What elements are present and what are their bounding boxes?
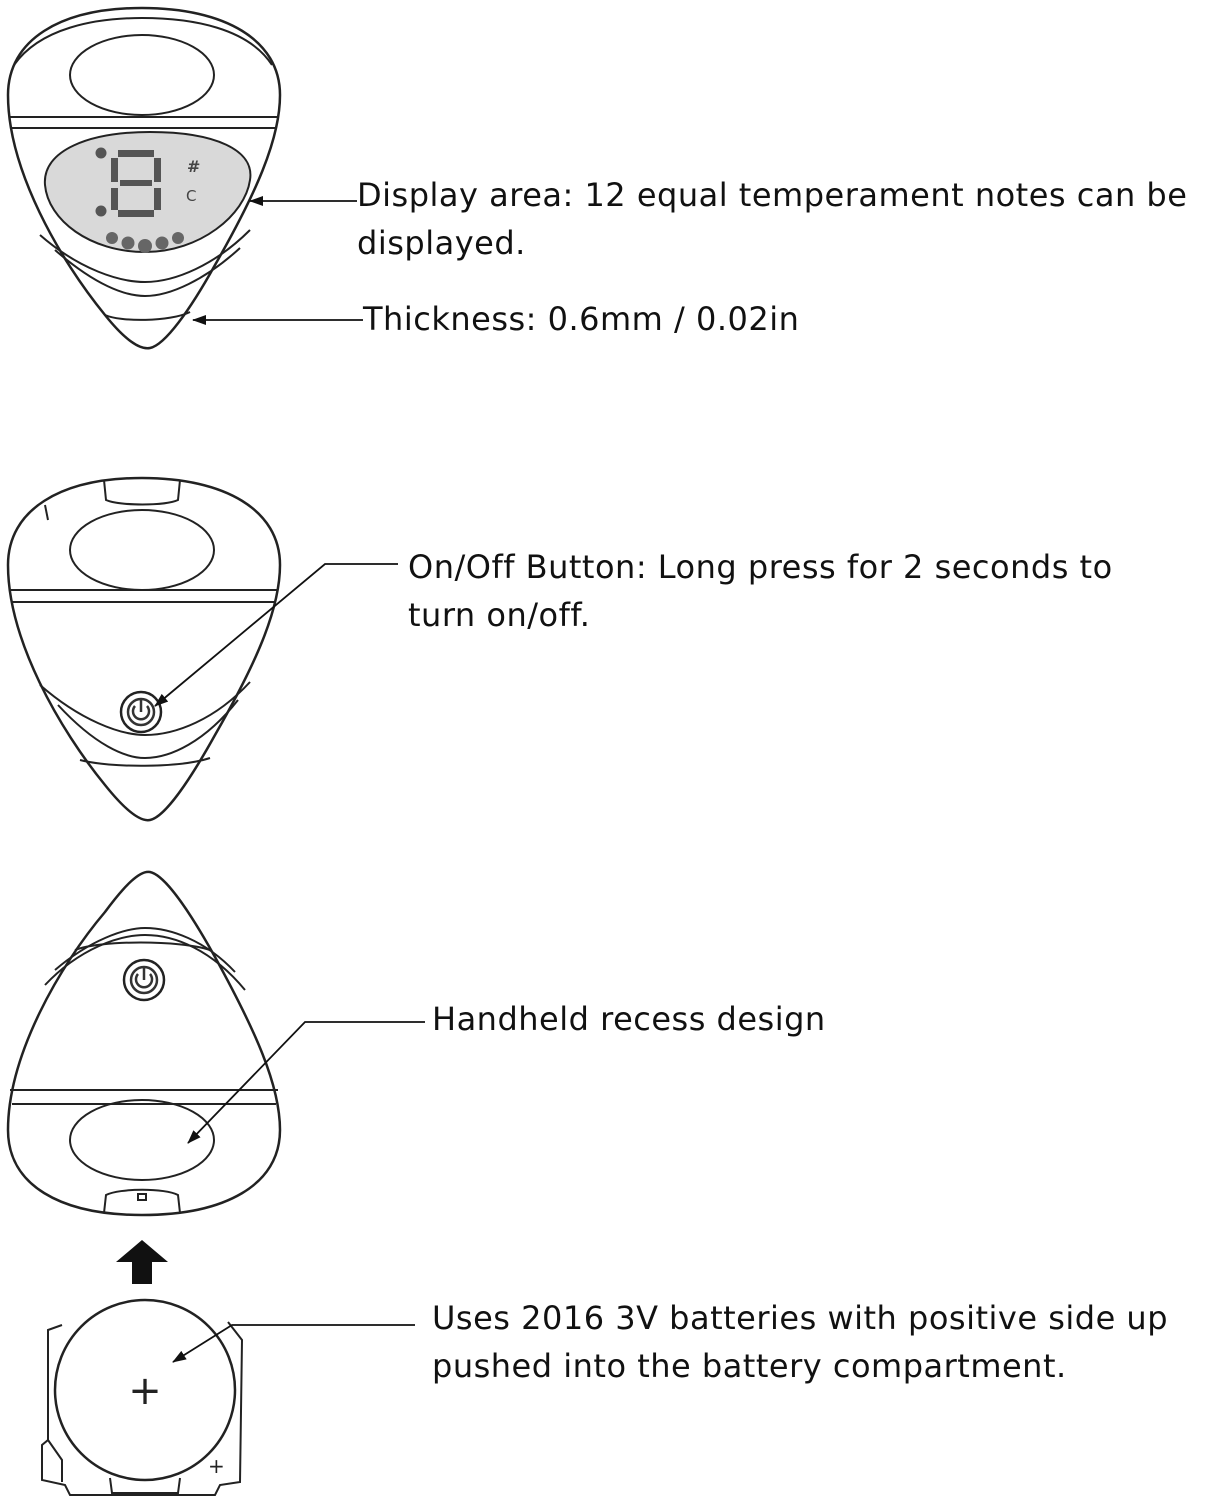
sharp-symbol: # bbox=[187, 157, 201, 176]
indicator-dot bbox=[96, 206, 107, 217]
cent-symbol: C bbox=[186, 187, 197, 205]
callout-line: On/Off Button: Long press for 2 seconds to bbox=[408, 548, 1113, 586]
battery-plus-symbol: + bbox=[128, 1368, 162, 1414]
battery-callout bbox=[432, 1294, 1168, 1390]
power-button-rear[interactable] bbox=[124, 960, 164, 1000]
callout-line: Handheld recess design bbox=[432, 1000, 826, 1038]
indicator-dot bbox=[96, 148, 107, 159]
power-button[interactable] bbox=[121, 692, 161, 732]
pick-front-view bbox=[8, 8, 280, 348]
pick-back-view bbox=[8, 478, 280, 820]
callout-line: displayed. bbox=[357, 224, 526, 262]
insert-up-arrow-icon bbox=[116, 1240, 168, 1284]
callout-line: turn on/off. bbox=[408, 596, 591, 634]
coin-battery bbox=[55, 1300, 235, 1480]
callout-line: Display area: 12 equal temperament notes can be bbox=[357, 176, 1188, 214]
pick-rear-view bbox=[8, 872, 280, 1215]
callout-line: Thickness: 0.6mm / 0.02in bbox=[363, 300, 800, 338]
callout-line: pushed into the battery compartment. bbox=[432, 1347, 1067, 1385]
on-off-button-callout bbox=[408, 543, 1113, 639]
thickness-callout bbox=[363, 295, 799, 343]
display-area-callout bbox=[357, 171, 1187, 267]
callout-line: Uses 2016 3V batteries with positive side up bbox=[432, 1299, 1169, 1337]
handheld-recess-callout bbox=[432, 995, 826, 1043]
holder-plus-symbol: + bbox=[208, 1454, 225, 1478]
